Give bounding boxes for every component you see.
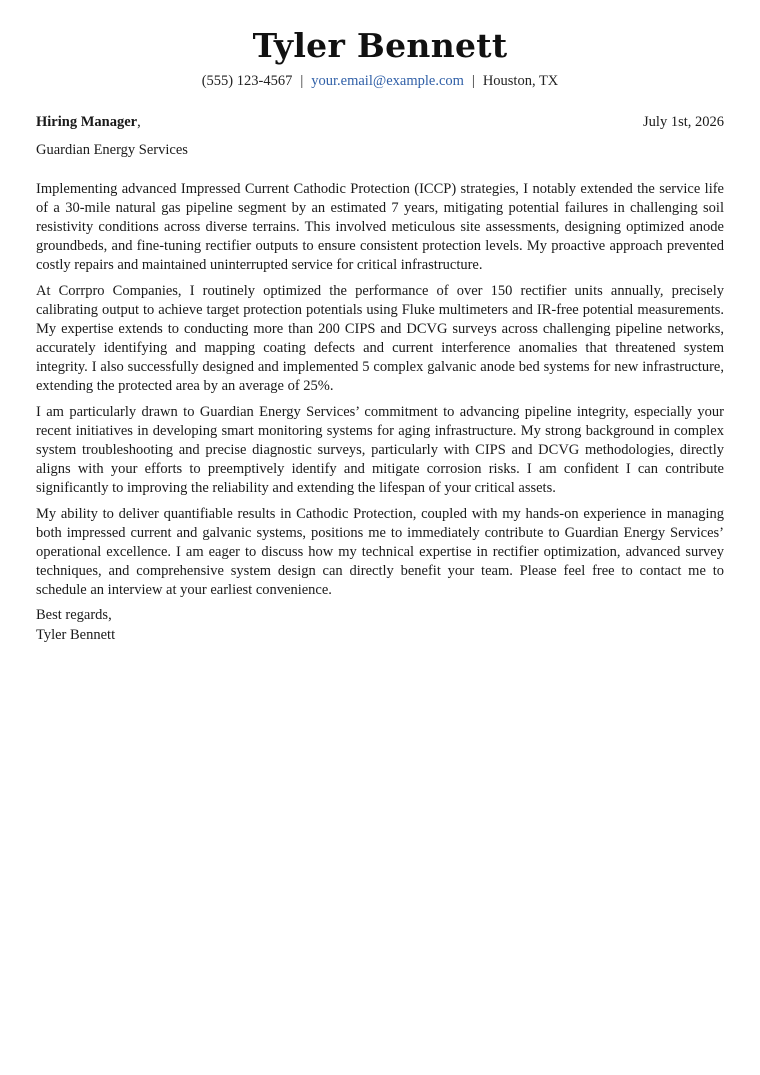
recipient-row	[36, 114, 724, 131]
recipient-title-wrap	[36, 114, 141, 131]
recipient-title: Hiring Manager	[36, 114, 138, 130]
recipient-company: Guardian Energy Services	[36, 142, 188, 158]
email-link[interactable]: your.email@example.com	[311, 73, 464, 89]
closing-salutation: Best regards,	[36, 607, 112, 623]
closing-block	[36, 605, 724, 645]
phone-number: (555) 123-4567	[201, 73, 293, 89]
location: Houston, TX	[482, 73, 559, 89]
recipient-title-suffix: ,	[137, 114, 141, 130]
body-paragraph: At Corrpro Companies, I routinely optimized the performance of over 150 rectifier units annually, precisely calibrating output to achieve target protection potentials using Fluke multimeters and IR-free potential measurements. My expertise extends to conducting more than 200 CIPS and DCVG surveys across challenging pipeline networks, accurately identifying and mapping coating defects and current interference anomalies that threatened system integrity. I also successfully designed and implemented 5 complex galvanic anode bed systems for new infrastructure, extending the protected area by an average of 25%.	[36, 283, 724, 394]
contact-separator: |	[300, 73, 304, 89]
contact-separator: |	[471, 73, 475, 89]
body-paragraph: My ability to deliver quantifiable results in Cathodic Protection, coupled with my hands-on experience in managing both impressed current and galvanic systems, positions me to immediately contribute to Guardian Energy Services’ operational excellence. I am eager to discuss how my technical expertise in rectifier optimization, advanced survey techniques, and comprehensive system design can directly benefit your team. Please feel free to contact me to schedule an interview at your earliest convenience.	[36, 506, 724, 598]
letter-date: July 1st, 2026	[643, 114, 724, 130]
applicant-name: Tyler Bennett	[252, 26, 508, 65]
body-paragraph: I am particularly drawn to Guardian Energy Services’ commitment to advancing pipeline integrity, especially your recent initiatives in developing smart monitoring systems for aging infrastructure. My strong background in complex system troubleshooting and precise diagnostic surveys, particularly with CIPS and DCVG methodologies, directly aligns with your efforts to preemptively identify and mitigate corrosion risks. I am confident I can contribute significantly to improving the reliability and extending the lifespan of your critical assets.	[36, 404, 724, 496]
contact-line	[0, 73, 760, 90]
letter-body	[36, 180, 724, 607]
closing-signature: Tyler Bennett	[36, 627, 116, 643]
body-paragraph: Implementing advanced Impressed Current Cathodic Protection (ICCP) strategies, I notably extended the service life of a 30-mile natural gas pipeline segment by an estimated 7 years, mitigating potential failures in challenging soil resistivity conditions across diverse terrains. This involved meticulous site assessments, designing optimized anode groundbeds, and fine-tuning rectifier outputs to ensure consistent protection levels. My proactive approach prevented costly repairs and maintained uninterrupted service for critical infrastructure.	[36, 181, 724, 273]
